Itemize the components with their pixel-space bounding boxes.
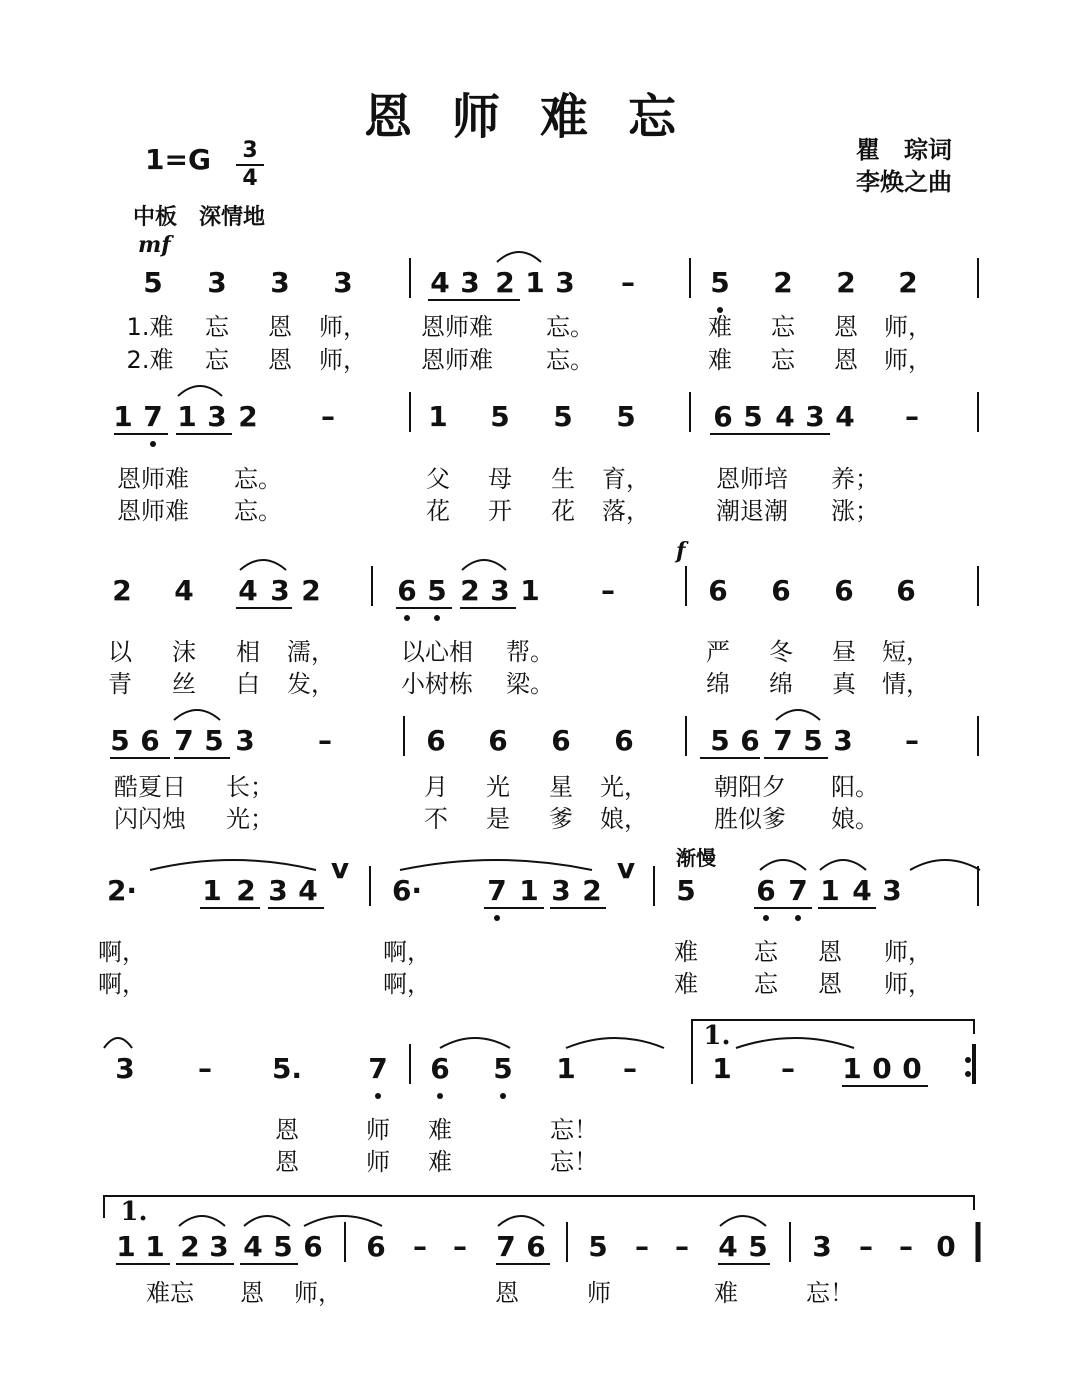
note: 3 xyxy=(207,400,227,433)
note: 1 xyxy=(113,400,133,433)
lyric-syllable: 月 xyxy=(424,773,448,801)
lyric-syllable: 母 xyxy=(488,465,512,493)
slur xyxy=(566,1038,664,1048)
note: 0 xyxy=(872,1052,892,1085)
note: 7 xyxy=(174,724,194,757)
lyric-syllable: 忘！ xyxy=(806,1279,854,1307)
lyric-syllable: 开 xyxy=(488,497,512,525)
octave-dot-below xyxy=(494,915,500,921)
duration-dash: – xyxy=(601,574,615,607)
lyric-syllable: 落， xyxy=(602,497,650,525)
note: 6 xyxy=(713,400,733,433)
volta-label-first: 1. xyxy=(703,1021,731,1051)
lyric-syllable: 阳。 xyxy=(831,773,879,801)
lyric-syllable: 光； xyxy=(226,805,274,833)
lyric-syllable: 星 xyxy=(549,773,573,801)
lyric-syllable: 白 xyxy=(236,670,260,698)
lyric-syllable: 师 xyxy=(366,1116,390,1144)
lyric-syllable: 师， xyxy=(884,313,932,341)
note: 7 xyxy=(368,1052,388,1085)
slur xyxy=(440,1038,510,1048)
lyric-syllable: 啊， xyxy=(383,938,431,966)
note: 4 xyxy=(852,874,872,907)
note: 4 xyxy=(174,574,194,607)
lyric-syllable: 养； xyxy=(831,465,879,493)
note: 3 xyxy=(551,874,571,907)
note: 3 xyxy=(812,1230,832,1263)
octave-dot-below xyxy=(763,915,769,921)
volta-label-second: 1. xyxy=(120,1197,148,1227)
lyric-syllable: 不 xyxy=(424,805,448,833)
lyric-syllable: 恩 xyxy=(268,313,292,341)
note: 7 xyxy=(773,724,793,757)
note: 5 xyxy=(143,266,163,299)
song-title: 恩师难忘 xyxy=(363,89,716,145)
note: 5 xyxy=(588,1230,608,1263)
lyric-syllable: 恩 xyxy=(268,346,292,374)
lyric-syllable: 恩师难 xyxy=(117,465,189,493)
slur xyxy=(462,560,506,570)
slur xyxy=(150,860,316,870)
lyric-syllable: 绵 xyxy=(706,670,730,698)
lyric-syllable: 恩师难 xyxy=(421,313,493,341)
octave-dot-below xyxy=(434,615,440,621)
slur xyxy=(820,860,866,870)
duration-dash: – xyxy=(675,1230,689,1263)
lyric-syllable: 忘。 xyxy=(546,313,594,341)
lyric-syllable: 是 xyxy=(486,805,510,833)
note: 1 xyxy=(145,1230,165,1263)
lyric-syllable: 恩 xyxy=(275,1148,299,1176)
duration-dash: – xyxy=(635,1230,649,1263)
lyric-syllable: 恩师难 xyxy=(421,346,493,374)
note: 0 xyxy=(902,1052,922,1085)
note: 4 xyxy=(243,1230,263,1263)
lyric-syllable: 忘！ xyxy=(550,1116,598,1144)
lyric-syllable: 难 xyxy=(674,938,698,966)
lyric-syllable: 啊， xyxy=(383,970,431,998)
dynamic-f: f xyxy=(676,538,686,564)
note: 3 xyxy=(833,724,853,757)
duration-dash: – xyxy=(905,400,919,433)
slur xyxy=(910,860,980,870)
note: 1 xyxy=(820,874,840,907)
octave-dot-below xyxy=(500,1093,506,1099)
note: 3 xyxy=(805,400,825,433)
breath-mark: v xyxy=(330,852,350,885)
lyricist-credit: 瞿 琮词 xyxy=(856,136,952,164)
lyric-syllable: 胜似爹 xyxy=(714,805,786,833)
slur xyxy=(497,252,541,262)
note: 2 xyxy=(898,266,918,299)
duration-dash: – xyxy=(899,1230,913,1263)
slur xyxy=(244,1216,290,1226)
time-signature-bottom: 4 xyxy=(242,166,258,191)
lyric-syllable: 绵 xyxy=(769,670,793,698)
duration-dash: – xyxy=(621,266,635,299)
note: 1 xyxy=(842,1052,862,1085)
note: 1 xyxy=(519,874,539,907)
note: 3 xyxy=(209,1230,229,1263)
lyric-syllable: 潮退潮 xyxy=(716,497,788,525)
note: 5 xyxy=(427,574,447,607)
lyric-syllable: 梁。 xyxy=(506,670,554,698)
note: 6 xyxy=(303,1230,323,1263)
note: 5 xyxy=(616,400,636,433)
note: 3 xyxy=(882,874,902,907)
slur xyxy=(400,860,592,870)
lyric-syllable: 师， xyxy=(294,1279,342,1307)
lyric-syllable: 沫 xyxy=(172,638,196,666)
lyric-syllable: 忘。 xyxy=(234,465,282,493)
lyric-syllable: 爹 xyxy=(549,805,573,833)
lyric-syllable: 恩 xyxy=(240,1279,264,1307)
lyric-syllable: 恩 xyxy=(495,1279,519,1307)
lyric-syllable: 冬 xyxy=(769,638,793,666)
note: 2 xyxy=(236,874,256,907)
note: 4 xyxy=(298,874,318,907)
note: 2· xyxy=(106,874,138,907)
lyric-syllable: 闪闪烛 xyxy=(114,805,186,833)
lyric-syllable: 花 xyxy=(551,497,575,525)
duration-dash: – xyxy=(413,1230,427,1263)
note: 3 xyxy=(268,874,288,907)
note: 6 xyxy=(430,1052,450,1085)
note: 6 xyxy=(551,724,571,757)
lyric-syllable: 恩 xyxy=(834,346,858,374)
note: 3 xyxy=(490,574,510,607)
note: 4 xyxy=(238,574,258,607)
lyric-syllable: 酷夏日 xyxy=(114,773,186,801)
note: 7 xyxy=(496,1230,516,1263)
note: 0 xyxy=(936,1230,956,1263)
note: 5 xyxy=(710,266,730,299)
lyric-syllable: 忘 xyxy=(205,313,229,341)
lyric-syllable: 师， xyxy=(884,938,932,966)
octave-dot-below xyxy=(404,615,410,621)
lyric-syllable: 昼 xyxy=(832,638,856,666)
slur xyxy=(776,710,820,720)
note: 6 xyxy=(834,574,854,607)
note: 2 xyxy=(836,266,856,299)
slur xyxy=(720,1216,766,1226)
lyric-syllable: 帮。 xyxy=(506,638,554,666)
composer-credit: 李焕之曲 xyxy=(856,168,952,196)
lyric-syllable: 忘 xyxy=(771,346,795,374)
note: 2 xyxy=(460,574,480,607)
slur xyxy=(760,860,806,870)
lyric-syllable: 情， xyxy=(882,670,930,698)
note: 5 xyxy=(710,724,730,757)
slur xyxy=(736,1038,854,1048)
lyric-syllable: 忘。 xyxy=(546,346,594,374)
lyric-syllable: 丝 xyxy=(172,670,196,698)
note: 3 xyxy=(207,266,227,299)
lyric-syllable: 育， xyxy=(602,465,650,493)
time-signature-top: 3 xyxy=(242,138,258,163)
lyric-syllable: 啊， xyxy=(98,970,146,998)
note: 1 xyxy=(520,574,540,607)
note: 4 xyxy=(835,400,855,433)
note: 3 xyxy=(235,724,255,757)
slur xyxy=(174,710,220,720)
note: 2 xyxy=(773,266,793,299)
lyric-syllable: 忘 xyxy=(754,938,778,966)
note: 6 xyxy=(426,724,446,757)
lyric-syllable: 恩师难 xyxy=(117,497,189,525)
note: 6 xyxy=(708,574,728,607)
note: 5 xyxy=(490,400,510,433)
lyric-syllable: 娘， xyxy=(600,805,648,833)
breath-mark: v xyxy=(616,852,636,885)
lyric-syllable: 难 xyxy=(708,346,732,374)
slur xyxy=(240,560,286,570)
note: 1 xyxy=(428,400,448,433)
lyric-syllable: 师， xyxy=(319,313,367,341)
note: 6 xyxy=(488,724,508,757)
note: 5. xyxy=(271,1052,303,1085)
lyric-syllable: 啊， xyxy=(98,938,146,966)
lyric-syllable: 恩 xyxy=(818,970,842,998)
duration-dash: – xyxy=(623,1052,637,1085)
slur xyxy=(179,1216,225,1226)
octave-dot-below xyxy=(150,441,156,447)
lyric-syllable: 严 xyxy=(706,638,730,666)
lyric-syllable: 忘 xyxy=(205,346,229,374)
note: 4 xyxy=(775,400,795,433)
lyric-syllable: 恩 xyxy=(275,1116,299,1144)
slur xyxy=(178,386,222,396)
note: 3 xyxy=(270,266,290,299)
note: 5 xyxy=(110,724,130,757)
lyric-syllable: 相 xyxy=(236,638,260,666)
lyric-syllable: 师 xyxy=(366,1148,390,1176)
note: 2 xyxy=(112,574,132,607)
note: 3 xyxy=(460,266,480,299)
lyric-syllable: 短， xyxy=(882,638,930,666)
note: 6 xyxy=(526,1230,546,1263)
note: 7 xyxy=(487,874,507,907)
note: 5 xyxy=(273,1230,293,1263)
lyric-syllable: 长； xyxy=(226,773,274,801)
lyric-syllable: 难 xyxy=(674,970,698,998)
note: 6 xyxy=(896,574,916,607)
lyric-syllable: 娘。 xyxy=(831,805,879,833)
note: 6· xyxy=(391,874,423,907)
duration-dash: – xyxy=(905,724,919,757)
note: 7 xyxy=(143,400,163,433)
slur xyxy=(304,1216,382,1226)
lyric-syllable: 光 xyxy=(486,773,510,801)
duration-dash: – xyxy=(321,400,335,433)
lyric-syllable: 2.难 xyxy=(126,346,174,374)
volta-bracket xyxy=(692,1020,974,1050)
note: 6 xyxy=(366,1230,386,1263)
slur xyxy=(498,1216,544,1226)
note: 6 xyxy=(614,724,634,757)
note: 6 xyxy=(397,574,417,607)
note: 3 xyxy=(270,574,290,607)
lyric-syllable: 忘 xyxy=(771,313,795,341)
note: 6 xyxy=(140,724,160,757)
lyric-syllable: 以心相 xyxy=(401,638,473,666)
lyric-syllable: 父 xyxy=(426,465,450,493)
tempo-marking: 中板 深情地 xyxy=(133,205,266,230)
lyric-syllable: 小树栋 xyxy=(401,670,473,698)
note: 5 xyxy=(803,724,823,757)
note: 1 xyxy=(525,266,545,299)
lyric-syllable: 难忘 xyxy=(146,1279,194,1307)
note: 5 xyxy=(204,724,224,757)
note: 6 xyxy=(756,874,776,907)
note: 2 xyxy=(238,400,258,433)
note: 2 xyxy=(301,574,321,607)
lyric-syllable: 濡， xyxy=(287,638,335,666)
lyric-syllable: 光， xyxy=(600,773,648,801)
note: 5 xyxy=(493,1052,513,1085)
repeat-dot xyxy=(965,1057,971,1063)
duration-dash: – xyxy=(318,724,332,757)
note: 6 xyxy=(740,724,760,757)
lyric-syllable: 涨； xyxy=(831,497,879,525)
lyric-syllable: 难 xyxy=(428,1116,452,1144)
lyric-syllable: 朝阳夕 xyxy=(714,773,786,801)
lyric-syllable: 恩 xyxy=(834,313,858,341)
lyric-syllable: 青 xyxy=(108,670,132,698)
note: 1 xyxy=(116,1230,136,1263)
lyric-syllable: 师， xyxy=(884,346,932,374)
note: 5 xyxy=(553,400,573,433)
lyric-syllable: 1.难 xyxy=(126,313,174,341)
note: 3 xyxy=(333,266,353,299)
lyric-syllable: 忘 xyxy=(754,970,778,998)
octave-dot-below xyxy=(437,1093,443,1099)
note: 5 xyxy=(748,1230,768,1263)
dynamic-mf: mf xyxy=(138,232,171,258)
volta-bracket xyxy=(104,1196,974,1218)
lyric-syllable: 恩师培 xyxy=(716,465,788,493)
lyric-syllable: 师 xyxy=(587,1279,611,1307)
duration-dash: – xyxy=(859,1230,873,1263)
lyric-syllable: 恩 xyxy=(818,938,842,966)
lyric-syllable: 以 xyxy=(108,638,132,666)
lyric-syllable: 真 xyxy=(832,670,856,698)
lyric-syllable: 生 xyxy=(551,465,575,493)
note: 1 xyxy=(712,1052,732,1085)
lyric-syllable: 难 xyxy=(708,313,732,341)
lyric-syllable: 忘。 xyxy=(234,497,282,525)
repeat-dot xyxy=(965,1071,971,1077)
note: 1 xyxy=(556,1052,576,1085)
lyric-syllable: 花 xyxy=(426,497,450,525)
lyric-syllable: 难 xyxy=(714,1279,738,1307)
note: 4 xyxy=(718,1230,738,1263)
note: 6 xyxy=(771,574,791,607)
note: 2 xyxy=(495,266,515,299)
note: 4 xyxy=(430,266,450,299)
lyric-syllable: 忘！ xyxy=(550,1148,598,1176)
duration-dash: – xyxy=(198,1052,212,1085)
note: 2 xyxy=(582,874,602,907)
lyric-syllable: 师， xyxy=(319,346,367,374)
lyric-syllable: 发， xyxy=(287,670,335,698)
note: 3 xyxy=(115,1052,135,1085)
duration-dash: – xyxy=(453,1230,467,1263)
ritardando-marking: 渐慢 xyxy=(676,846,716,870)
note: 5 xyxy=(676,874,696,907)
note: 1 xyxy=(177,400,197,433)
slur xyxy=(104,1038,132,1048)
lyric-syllable: 难 xyxy=(428,1148,452,1176)
octave-dot-below xyxy=(795,915,801,921)
note: 3 xyxy=(555,266,575,299)
note: 5 xyxy=(743,400,763,433)
note: 7 xyxy=(788,874,808,907)
duration-dash: – xyxy=(781,1052,795,1085)
key-signature: 1=G xyxy=(145,143,211,176)
lyric-syllable: 师， xyxy=(884,970,932,998)
octave-dot-below xyxy=(375,1093,381,1099)
note: 2 xyxy=(180,1230,200,1263)
note: 1 xyxy=(202,874,222,907)
